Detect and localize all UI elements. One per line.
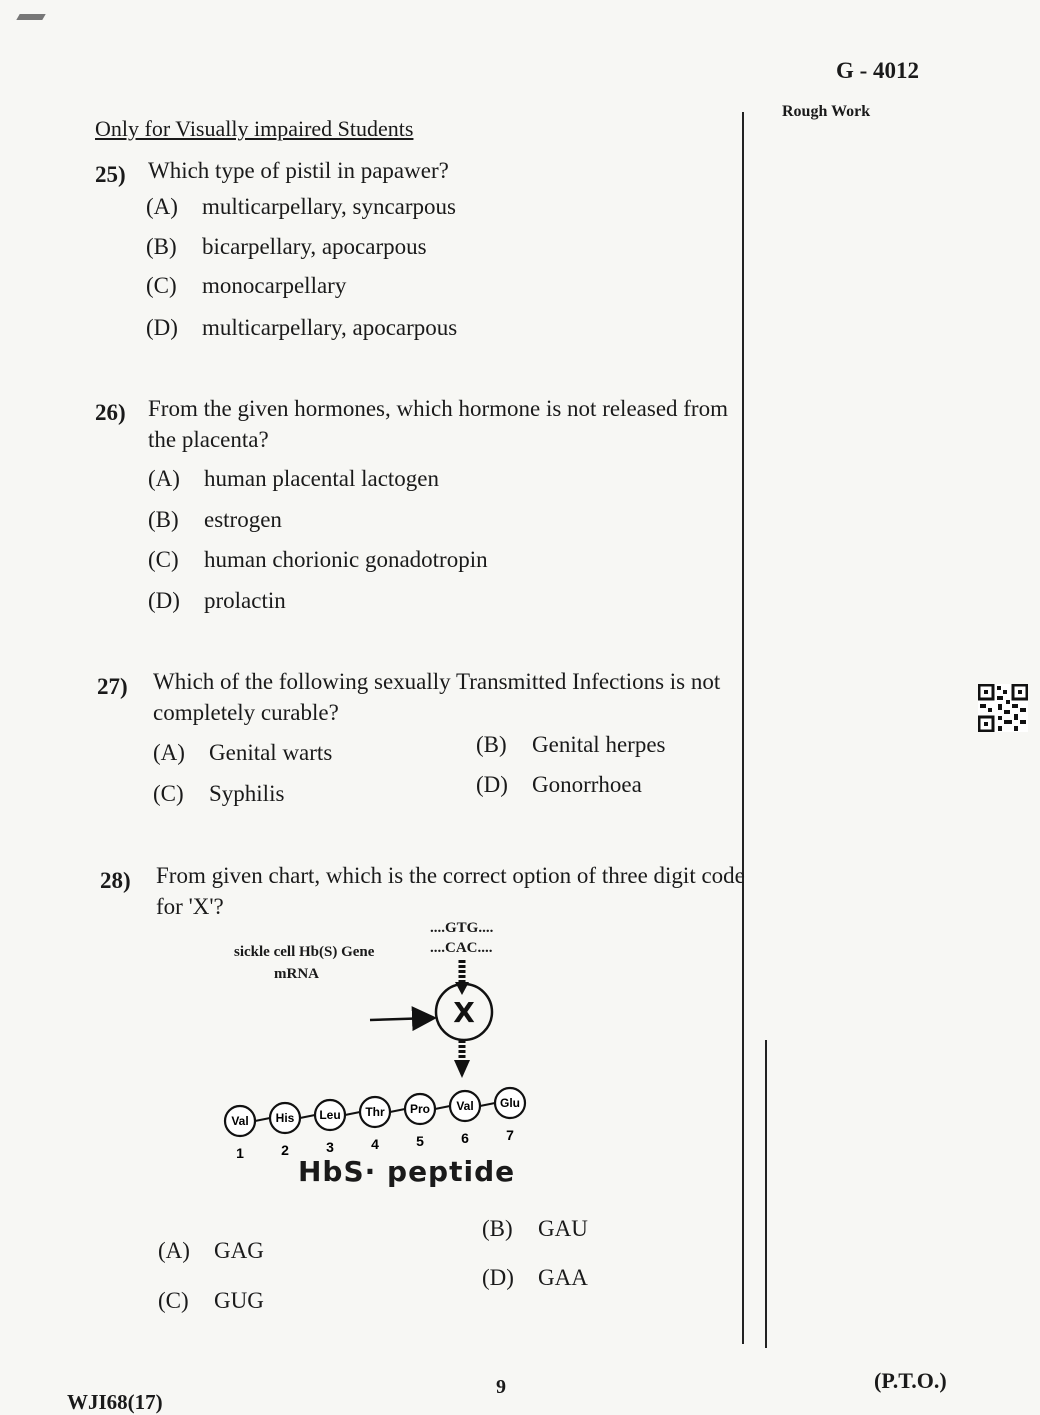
question-27-option-a: (A) Genital warts (153, 740, 333, 765)
question-26-option-a: (A) human placental lactogen (148, 466, 440, 491)
question-26-text: From the given hormones, which hormone is not released from the placenta? (148, 396, 728, 452)
amino-acid-position: 2 (281, 1142, 289, 1158)
dna-strand-bottom: ....CAC.... (430, 940, 493, 956)
transcription-arrow (455, 960, 469, 995)
amino-acid-position: 6 (461, 1130, 469, 1146)
amino-acid-label: His (275, 1111, 295, 1125)
question-28-option-a: (A) GAG (158, 1238, 264, 1263)
mrna-label: mRNA (274, 966, 319, 982)
amino-acid-label: Val (231, 1114, 249, 1128)
question-27-number: 27) (97, 674, 128, 699)
peptide-bond (480, 1103, 495, 1106)
peptide-bond (300, 1115, 315, 1118)
pto-label: (P.T.O.) (874, 1368, 947, 1393)
amino-acid-label: Leu (319, 1108, 341, 1122)
amino-acid-position: 1 (236, 1145, 244, 1161)
question-28-option-b: (B) GAU (482, 1216, 588, 1241)
dna-strand-top: ....GTG.... (430, 920, 494, 936)
question-28-text: From given chart, which is the correct option of three digit code for 'X'? (156, 863, 745, 919)
peptide-bond (255, 1118, 270, 1121)
question-28-number: 28) (100, 868, 131, 893)
amino-acid-position: 7 (506, 1127, 514, 1143)
question-27-text: Which of the following sexually Transmitted Infections is not completely curable? (153, 669, 721, 725)
peptide-bond (345, 1112, 360, 1115)
gene-label: sickle cell Hb(S) Gene (234, 944, 375, 960)
amino-acid-label: Glu (500, 1096, 520, 1110)
peptide-caption: HbS· peptide (298, 1155, 516, 1188)
amino-acid-label: Val (456, 1099, 474, 1113)
pointer-arrow (370, 1018, 432, 1020)
question-28-option-d: (D) GAA (482, 1265, 588, 1290)
question-26-option-c: (C) human chorionic gonadotropin (148, 547, 488, 572)
qr-code-icon (978, 684, 1028, 732)
question-25-option-a: (A) multicarpellary, syncarpous (146, 194, 456, 219)
question-25-option-b: (B) bicarpellary, apocarpous (146, 234, 427, 259)
peptide-bond (390, 1109, 405, 1112)
question-27-option-d: (D) Gonorrhoea (476, 772, 642, 797)
amino-acid-label: Thr (365, 1105, 385, 1119)
amino-acid-label: Pro (409, 1102, 431, 1116)
amino-acid-position: 5 (416, 1133, 424, 1149)
question-27-option-b: (B) Genital herpes (476, 732, 666, 757)
question-25-option-c: (C) monocarpellary (146, 273, 347, 298)
question-26-number: 26) (95, 400, 126, 425)
unknown-codon-x: X (453, 996, 475, 1029)
amino-acid-position: 3 (326, 1139, 334, 1155)
rough-work-label: Rough Work (782, 103, 871, 120)
question-26-option-d: (D) prolactin (148, 588, 286, 613)
question-27-option-c: (C) Syphilis (153, 781, 285, 806)
peptide-bond (435, 1106, 450, 1109)
amino-acid-position: 4 (371, 1136, 379, 1152)
section-title: Only for Visually impaired Students (95, 116, 414, 141)
paper-code: G - 4012 (836, 58, 920, 83)
question-26-option-b: (B) estrogen (148, 507, 282, 532)
page-number: 9 (496, 1376, 506, 1398)
question-25-number: 25) (95, 162, 126, 187)
footer-paper-code: WJI68(17) (67, 1390, 163, 1414)
question-25-text: Which type of pistil in papawer? (148, 158, 449, 183)
question-28-option-c: (C) GUG (158, 1288, 264, 1313)
translation-arrow (454, 1040, 470, 1078)
question-25-option-d: (D) multicarpellary, apocarpous (146, 315, 458, 340)
amino-acid-chain (225, 1088, 525, 1161)
